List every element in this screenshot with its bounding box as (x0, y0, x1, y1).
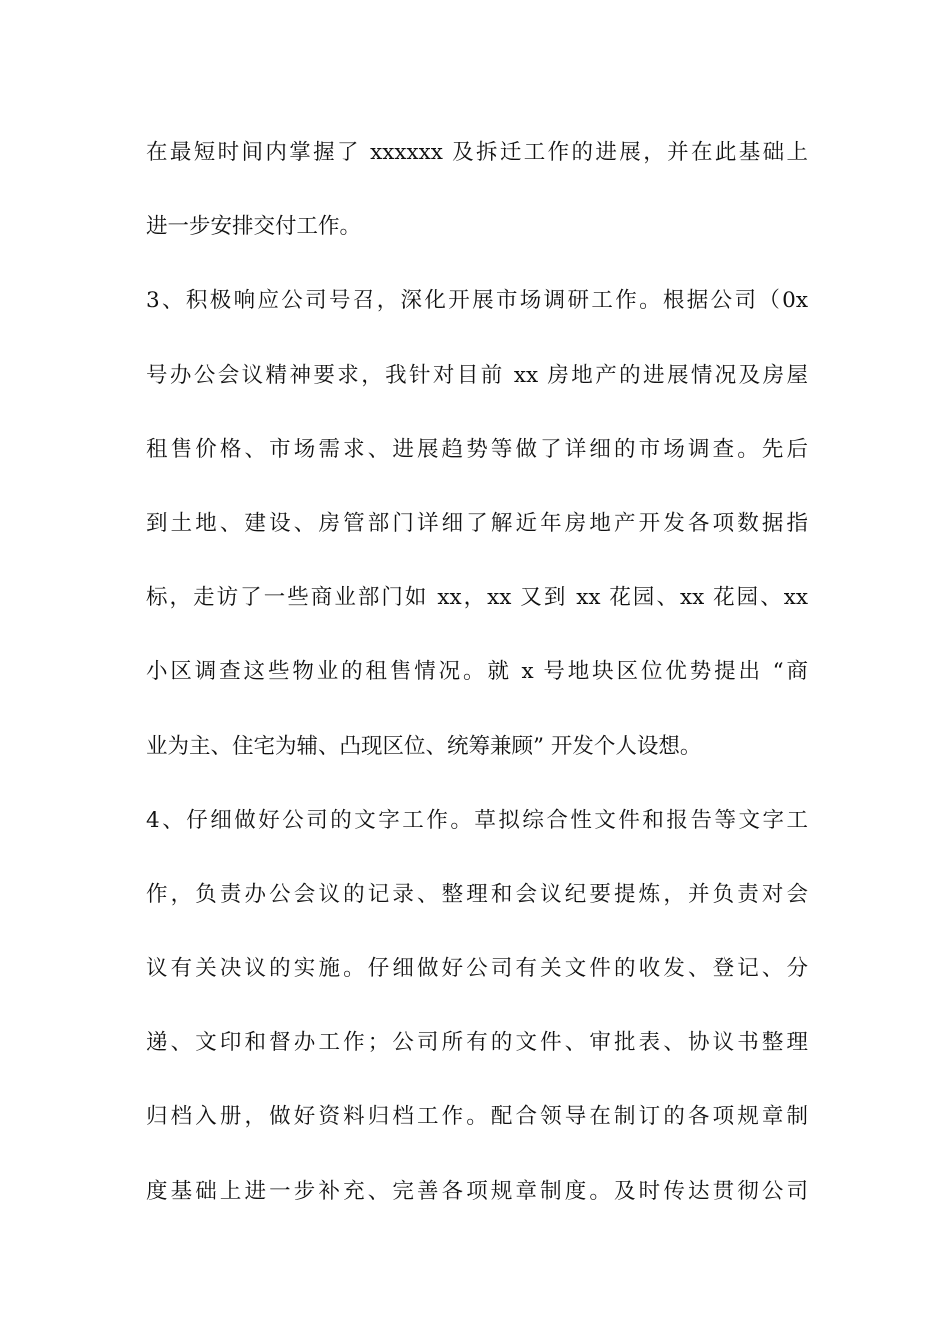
text-line: 标，走访了一些商业部门如 xx，xx 又到 xx 花园、xx 花园、xx (146, 585, 808, 611)
text-line: 到土地、建设、房管部门详细了解近年房地产开发各项数据指 (146, 510, 808, 536)
text-line: 号办公会议精神要求，我针对目前 xx 房地产的进展情况及房屋 (146, 362, 808, 388)
body-text (146, 133, 808, 1246)
text-line: 在最短时间内掌握了 xxxxxx 及拆迁工作的进展，并在此基础上 (146, 140, 808, 165)
text-line: 议有关决议的实施。仔细做好公司有关文件的收发、登记、分 (146, 956, 808, 982)
text-line: 租售价格、市场需求、进展趋势等做了详细的市场调查。先后 (146, 436, 808, 462)
text-line: 小区调查这些物业的租售情况。就 x 号地块区位优势提出 “商 (146, 659, 808, 685)
text-line: 归档入册，做好资料归档工作。配合领导在制订的各项规章制 (146, 1104, 808, 1130)
text-line: 业为主、住宅为辅、凸现区位、统筹兼顾” 开发个人设想。 (146, 733, 702, 759)
text-line: 递、文印和督办工作；公司所有的文件、审批表、协议书整理 (146, 1030, 808, 1056)
text-line: 进一步安排交付工作。 (146, 214, 362, 240)
text-line: 4、仔细做好公司的文字工作。草拟综合性文件和报告等文字工 (146, 807, 808, 833)
text-line: 作，负责办公会议的记录、整理和会议纪要提炼，并负责对会 (146, 881, 808, 907)
text-line: 3、积极响应公司号召，深化开展市场调研工作。根据公司（0x (146, 288, 808, 314)
text-line: 度基础上进一步补充、完善各项规章制度。及时传达贯彻公司 (146, 1178, 808, 1204)
